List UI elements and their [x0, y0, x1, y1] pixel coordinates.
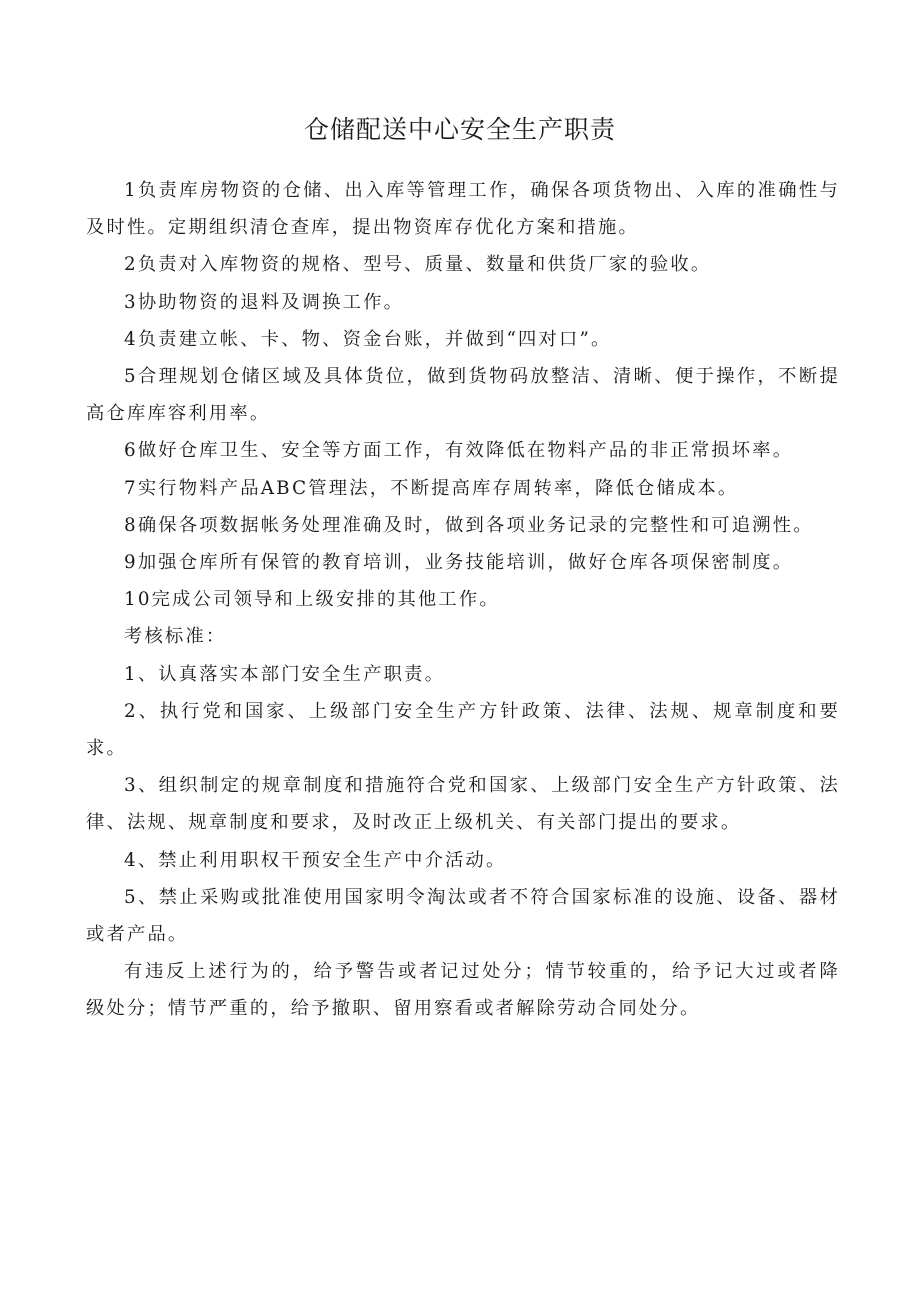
duty-item-3: 3协助物资的退料及调换工作。 — [124, 291, 405, 313]
assessment-item-1: 1、认真落实本部门安全生产职责。 — [124, 663, 446, 685]
assessment-heading: 考核标准： — [124, 626, 227, 648]
duty-item-6: 6做好仓库卫生、安全等方面工作，有效降低在物料产品的非正常损坏率。 — [124, 440, 794, 462]
duty-item-9: 9加强仓库所有保管的教育培训，业务技能培训，做好仓库各项保密制度。 — [124, 552, 794, 574]
duty-item-5: 5合理规划仓储区域及具体货位，做到货物码放整洁、清晰、便于操作，不断提高仓库库容利用率。 — [86, 366, 840, 425]
document-body — [86, 172, 840, 1028]
duty-item-8: 8确保各项数据帐务处理准确及时，做到各项业务记录的完整性和可追溯性。 — [124, 514, 814, 536]
penalty-paragraph: 有违反上述行为的，给予警告或者记过处分；情节较重的，给予记大过或者降级处分；情节严重的，给予撤职、留用察看或者解除劳动合同处分。 — [86, 961, 840, 1020]
duty-item-10: 10完成公司领导和上级安排的其他工作。 — [124, 589, 500, 611]
assessment-item-5: 5、禁止采购或批准使用国家明令淘汰或者不符合国家标准的设施、设备、器材或者产品。 — [86, 886, 840, 946]
assessment-item-3: 3、组织制定的规章制度和措施符合党和国家、上级部门安全生产方针政策、法律、法规、规章制度和要求，及时改正上级机关、有关部门提出的要求。 — [86, 775, 840, 834]
assessment-item-4: 4、禁止利用职权干预安全生产中介活动。 — [124, 849, 507, 871]
duty-item-1: 1负责库房物资的仓储、出入库等管理工作，确保各项货物出、入库的准确性与及时性。定期组织清仓查库，提出物资库存优化方案和措施。 — [86, 180, 840, 239]
duty-item-4: 4负责建立帐、卡、物、资金台账，并做到“四对口”。 — [124, 328, 612, 350]
document-title: 仓储配送中心安全生产职责 — [303, 115, 616, 144]
duty-item-7: 7实行物料产品ABC管理法，不断提高库存周转率，降低仓储成本。 — [124, 477, 739, 499]
duty-item-2: 2负责对入库物资的规格、型号、质量、数量和供货厂家的验收。 — [124, 254, 712, 276]
assessment-item-2: 2、执行党和国家、上级部门安全生产方针政策、法律、法规、规章制度和要求。 — [86, 700, 840, 760]
